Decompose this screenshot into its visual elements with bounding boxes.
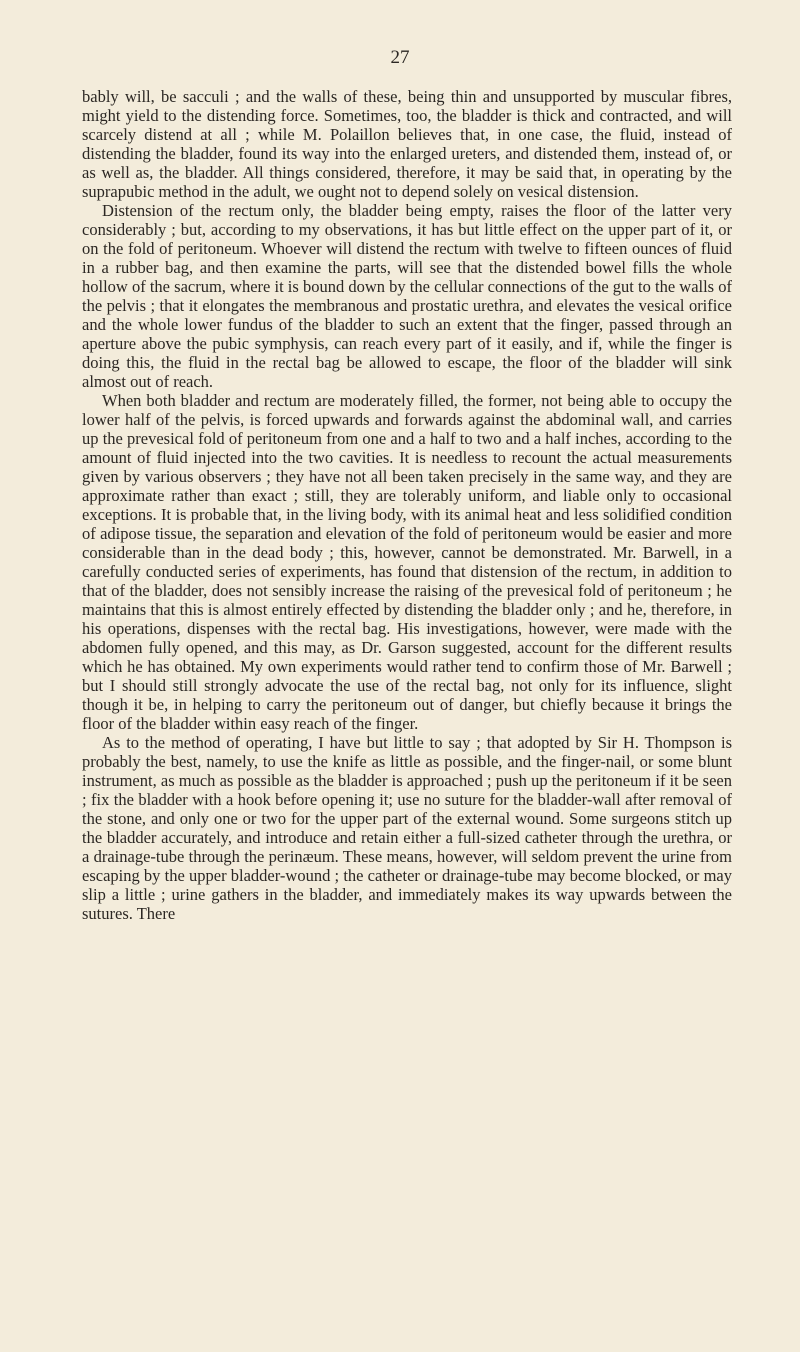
- paragraph-1: bably will, be sacculi ; and the walls of these, being thin and unsupported by muscular fibres, might yield to the distending force. Sometimes, too, the bladder is thick and contracted, and will scarcely distend at all ; while M. Polaillon believes that, in one case, the fluid, instead of distending the bladder, found its way into the enlarged ureters, and distended them, instead of, or as well as, the bladder. All things considered, therefore, it may be said that, in operating by the suprapubic method in the adult, we ought not to depend solely on vesical distension.: [82, 87, 732, 201]
- paragraph-2: Distension of the rectum only, the bladder being empty, raises the floor of the latter very considerably ; but, according to my observations, it has but little effect on the upper part of it, or on the fold of peritoneum. Whoever will distend the rectum with twelve to fifteen ounces of fluid in a rubber bag, and then examine the parts, will see that the distended bowel fills the whole hollow of the sacrum, where it is bound down by the cellular connections of the gut to the walls of the pelvis ; that it elongates the membranous and prostatic urethra, and elevates the vesical orifice and the whole lower fundus of the bladder to such an extent that the finger, passed through an aperture above the pubic symphysis, can reach every part of it easily, and if, while the finger is doing this, the fluid in the rectal bag be allowed to escape, the floor of the bladder will sink almost out of reach.: [82, 201, 732, 391]
- page-number: 27: [390, 47, 410, 68]
- body-text: [82, 87, 732, 923]
- paragraph-3: When both bladder and rectum are moderately filled, the former, not being able to occupy the lower half of the pelvis, is forced upwards and forwards against the abdominal wall, and carries up the prevesical fold of peritoneum from one and a half to two and a half inches, according to the amount of fluid injected into the two cavities. It is needless to recount the actual measurements given by various observers ; they have not all been taken precisely in the same way, and they are approximate rather than exact ; still, they are tolerably uniform, and liable only to occasional exceptions. It is probable that, in the living body, with its animal heat and less solidified condition of adipose tissue, the separation and elevation of the fold of peritoneum would be easier and more considerable than in the dead body ; this, however, cannot be demonstrated. Mr. Barwell, in a carefully conducted series of experiments, has found that distension of the rectum, in addition to that of the bladder, does not sensibly increase the raising of the prevesical fold of peritoneum ; he maintains that this is almost entirely effected by distending the bladder only ; and he, therefore, in his operations, dispenses with the rectal bag. His investigations, however, were made with the abdomen fully opened, and this may, as Dr. Garson suggested, account for the different results which he has obtained. My own experiments would rather tend to confirm those of Mr. Barwell ; but I should still strongly advocate the use of the rectal bag, not only for its influence, slight though it be, in helping to carry the peritoneum out of danger, but chiefly because it brings the floor of the bladder within easy reach of the finger.: [82, 391, 732, 733]
- paragraph-4: As to the method of operating, I have but little to say ; that adopted by Sir H. Thompson is probably the best, namely, to use the knife as little as possible, and the finger-nail, or some blunt instrument, as much as possible as the bladder is approached ; push up the peritoneum if it be seen ; fix the bladder with a hook before opening it; use no suture for the bladder-wall after removal of the stone, and only one or two for the upper part of the external wound. Some surgeons stitch up the bladder accurately, and introduce and retain either a full-sized catheter through the urethra, or a drainage-tube through the perinæum. These means, however, will seldom prevent the urine from escaping by the upper bladder-wound ; the catheter or drainage-tube may become blocked, or may slip a little ; urine gathers in the bladder, and immediately makes its way upwards between the sutures. There: [82, 733, 732, 923]
